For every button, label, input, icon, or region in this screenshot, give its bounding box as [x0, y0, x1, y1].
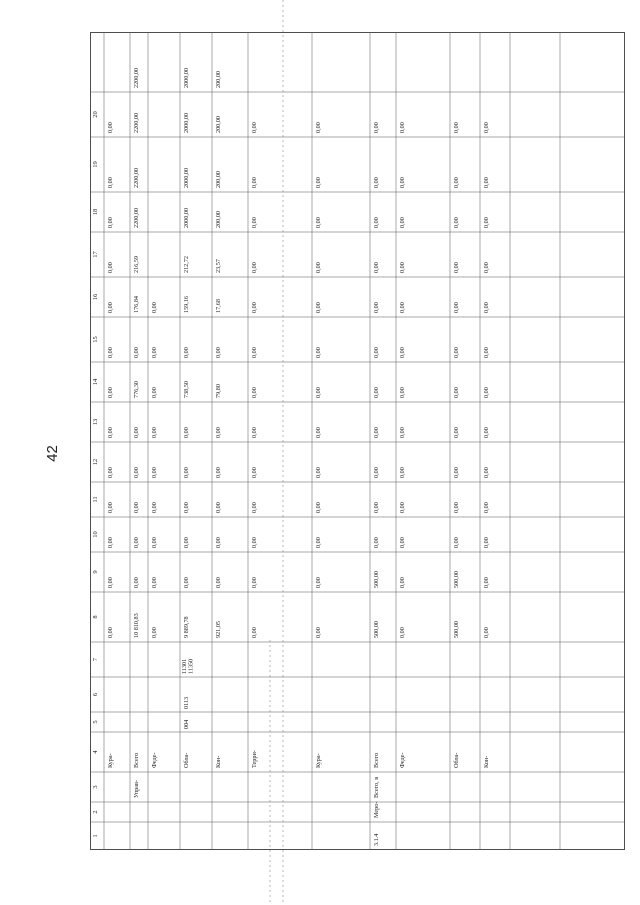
value-cell: 500,00: [453, 570, 460, 588]
value-cell: 0,00: [453, 502, 460, 513]
value-cell: 0,00: [107, 427, 114, 438]
svg-text:11350: 11350: [187, 658, 195, 674]
value-cell: 0,00: [107, 387, 114, 398]
value-cell: 0,00: [107, 122, 114, 133]
value-cell: 0,00: [151, 502, 158, 513]
value-cell: 0,00: [251, 427, 258, 438]
svg-text:Кура-: Кура-: [315, 753, 322, 768]
value-cell: 0,00: [399, 387, 406, 398]
svg-text:Меро-: Меро-: [373, 801, 380, 818]
svg-text:Обла-: Обла-: [453, 752, 460, 768]
cell-col1: [373, 834, 380, 846]
column-number: 4: [92, 750, 99, 754]
value-cell: 0,00: [251, 627, 258, 638]
value-cell: 0,00: [215, 537, 222, 548]
value-cell: 0,00: [133, 577, 140, 588]
value-cell: 216,59: [133, 255, 140, 273]
value-cell: 10 810,83: [133, 613, 140, 638]
value-cell: 0,00: [183, 467, 190, 478]
value-cell: 0,00: [373, 217, 380, 228]
value-cell: 0,00: [399, 427, 406, 438]
value-cell: 921,05: [215, 620, 222, 638]
value-cell: 0,00: [483, 217, 490, 228]
value-cell: 0,00: [399, 302, 406, 313]
value-cell: 0,00: [483, 347, 490, 358]
value-cell: 0,00: [315, 217, 322, 228]
value-cell: 0,00: [483, 387, 490, 398]
value-cell: 500,00: [373, 570, 380, 588]
value-cell: 2000,00: [183, 112, 190, 133]
svg-text:Кон-: Кон-: [215, 755, 222, 768]
value-cell: 0,00: [251, 217, 258, 228]
value-cell: 2200,00: [133, 207, 140, 228]
cell-col7: [181, 659, 195, 674]
column-number: 3: [92, 785, 99, 789]
svg-text:Всего: Всего: [133, 752, 140, 768]
value-cell: 0,00: [107, 577, 114, 588]
value-cell: 0,00: [133, 347, 140, 358]
value-cell: 0,00: [183, 502, 190, 513]
column-number: 20: [92, 111, 99, 118]
column-number: 1: [92, 834, 99, 838]
column-number: 13: [92, 418, 99, 426]
cell-col4: [133, 753, 140, 768]
value-cell: 500,00: [373, 620, 380, 638]
value-cell: 0,00: [483, 467, 490, 478]
value-cell: 9 889,78: [183, 616, 190, 638]
cell-col3: [373, 777, 380, 798]
svg-text:Всего: Всего: [373, 752, 380, 768]
value-cell: 0,00: [315, 262, 322, 273]
value-cell: 0,00: [399, 177, 406, 188]
column-number: 7: [92, 657, 99, 662]
value-cell: 0,00: [453, 537, 460, 548]
value-cell: 0,00: [373, 537, 380, 548]
value-cell: 79,80: [215, 384, 222, 398]
value-cell: 0,00: [151, 577, 158, 588]
value-cell: 0,00: [483, 577, 490, 588]
value-cell: 0,00: [251, 577, 258, 588]
cell-col4: [107, 753, 114, 768]
value-cell: 0,00: [133, 537, 140, 548]
column-number: 8: [92, 615, 99, 619]
page-number: 42: [43, 445, 61, 462]
column-number: 2: [92, 810, 99, 814]
value-cell: 200,00: [215, 70, 222, 88]
value-cell: 0,00: [151, 347, 158, 358]
value-cell: 0,00: [251, 467, 258, 478]
svg-text:Всего, в: Всего, в: [373, 776, 380, 798]
value-cell: 0,00: [315, 467, 322, 478]
value-cell: 0,00: [151, 627, 158, 638]
svg-text:Обла-: Обла-: [183, 752, 190, 768]
budget-table: [90, 32, 625, 850]
value-cell: 0,00: [315, 122, 322, 133]
value-cell: 0,00: [107, 217, 114, 228]
value-cell: 0,00: [251, 302, 258, 313]
value-cell: 0,00: [315, 577, 322, 588]
value-cell: 0,00: [215, 427, 222, 438]
svg-text:Кура-: Кура-: [107, 753, 114, 768]
value-cell: 0,00: [215, 577, 222, 588]
value-cell: 0,00: [251, 502, 258, 513]
value-cell: 776,30: [133, 380, 140, 398]
value-cell: 0,00: [399, 502, 406, 513]
column-number: 11: [92, 496, 99, 503]
cell-col4: [251, 750, 258, 768]
value-cell: 0,00: [183, 427, 190, 438]
value-cell: 200,00: [215, 210, 222, 228]
cell-col3: [133, 780, 140, 798]
cell-col4: [373, 753, 380, 768]
svg-text:004: 004: [183, 719, 190, 729]
value-cell: 0,00: [151, 302, 158, 313]
column-number: 16: [92, 293, 99, 301]
column-number: 18: [92, 208, 99, 216]
cell-col4: [315, 753, 322, 768]
value-cell: 0,00: [315, 387, 322, 398]
cell-col6: [183, 697, 190, 709]
value-cell: 0,00: [373, 387, 380, 398]
column-number: 9: [92, 570, 99, 574]
value-cell: 0,00: [483, 302, 490, 313]
column-number: 17: [92, 251, 99, 258]
value-cell: 0,00: [399, 217, 406, 228]
value-cell: 176,84: [133, 295, 140, 313]
value-cell: 0,00: [483, 122, 490, 133]
cell-col4: [399, 752, 406, 768]
value-cell: 0,00: [107, 537, 114, 548]
value-cell: 0,00: [373, 467, 380, 478]
value-cell: 0,00: [107, 262, 114, 273]
value-cell: 0,00: [107, 467, 114, 478]
cell-col5: [183, 720, 190, 729]
cell-col4: [151, 752, 158, 768]
value-cell: 0,00: [399, 467, 406, 478]
value-cell: 0,00: [453, 387, 460, 398]
value-cell: 0,00: [107, 347, 114, 358]
column-number: 10: [92, 531, 99, 538]
value-cell: 0,00: [215, 467, 222, 478]
value-cell: 0,00: [315, 347, 322, 358]
value-cell: 2000,00: [183, 207, 190, 228]
value-cell: 0,00: [315, 177, 322, 188]
svg-text:3.1.4: 3.1.4: [373, 833, 380, 846]
svg-text:Феде-: Феде-: [151, 752, 158, 768]
value-cell: 0,00: [483, 537, 490, 548]
value-cell: 0,00: [453, 427, 460, 438]
value-cell: 0,00: [373, 262, 380, 273]
svg-text:Управ-: Управ-: [133, 780, 140, 798]
value-cell: 0,00: [453, 302, 460, 313]
value-cell: 0,00: [107, 502, 114, 513]
value-cell: 0,00: [373, 347, 380, 358]
value-cell: 0,00: [483, 502, 490, 513]
value-cell: 0,00: [483, 427, 490, 438]
value-cell: 0,00: [251, 122, 258, 133]
value-cell: 0,00: [373, 502, 380, 513]
cell-col4: [453, 753, 460, 768]
value-cell: 2000,00: [183, 67, 190, 88]
value-cell: 0,00: [215, 347, 222, 358]
value-cell: 0,00: [107, 627, 114, 638]
value-cell: 0,00: [251, 347, 258, 358]
value-cell: 0,00: [151, 387, 158, 398]
svg-text:0113: 0113: [183, 696, 190, 709]
value-cell: 2000,00: [183, 167, 190, 188]
value-cell: 0,00: [315, 537, 322, 548]
column-number: 14: [92, 378, 99, 386]
value-cell: 0,00: [151, 537, 158, 548]
value-cell: 0,00: [183, 577, 190, 588]
column-number: 5: [92, 720, 99, 724]
value-cell: 0,00: [251, 262, 258, 273]
value-cell: 17,68: [215, 299, 222, 313]
value-cell: 0,00: [373, 427, 380, 438]
column-number: 12: [92, 458, 99, 466]
value-cell: 0,00: [453, 467, 460, 478]
value-cell: 0,00: [133, 467, 140, 478]
table-border: [91, 33, 625, 850]
value-cell: 0,00: [453, 347, 460, 358]
svg-text:Феде-: Феде-: [399, 752, 406, 768]
value-cell: 212,72: [183, 255, 190, 273]
value-cell: 0,00: [373, 302, 380, 313]
value-cell: 0,00: [399, 262, 406, 273]
column-number: 6: [92, 692, 99, 697]
value-cell: 0,00: [315, 627, 322, 638]
value-cell: 0,00: [399, 537, 406, 548]
value-cell: 0,00: [151, 467, 158, 478]
value-cell: 0,00: [107, 302, 114, 313]
value-cell: 200,00: [215, 115, 222, 133]
value-cell: 0,00: [133, 427, 140, 438]
value-cell: 0,00: [453, 177, 460, 188]
value-cell: 0,00: [107, 177, 114, 188]
value-cell: 2200,00: [133, 67, 140, 88]
value-cell: 0,00: [251, 177, 258, 188]
value-cell: 0,00: [483, 262, 490, 273]
value-cell: 2200,00: [133, 167, 140, 188]
column-number: 19: [92, 161, 99, 168]
value-cell: 738,50: [183, 380, 190, 398]
value-cell: 0,00: [215, 502, 222, 513]
svg-text:Кон-: Кон-: [483, 755, 490, 768]
value-cell: 0,00: [373, 122, 380, 133]
value-cell: 2200,00: [133, 112, 140, 133]
value-cell: 0,00: [399, 627, 406, 638]
value-cell: 0,00: [483, 177, 490, 188]
value-cell: 0,00: [183, 537, 190, 548]
value-cell: 0,00: [373, 177, 380, 188]
svg-text:Терри-: Терри-: [251, 750, 258, 768]
value-cell: 500,00: [453, 620, 460, 638]
value-cell: 0,00: [151, 427, 158, 438]
column-number: 15: [92, 336, 99, 343]
value-cell: 0,00: [251, 537, 258, 548]
value-cell: 23,57: [215, 259, 222, 273]
cell-col4: [483, 756, 490, 768]
value-cell: 0,00: [453, 217, 460, 228]
cell-col2: [373, 802, 380, 818]
value-cell: 0,00: [399, 122, 406, 133]
value-cell: 0,00: [315, 302, 322, 313]
value-cell: 0,00: [399, 347, 406, 358]
value-cell: 159,16: [183, 295, 190, 313]
svg-text:11301: 11301: [181, 658, 188, 674]
value-cell: 0,00: [483, 627, 490, 638]
value-cell: 200,00: [215, 170, 222, 188]
value-cell: 0,00: [315, 502, 322, 513]
value-cell: 0,00: [453, 122, 460, 133]
value-cell: 0,00: [251, 387, 258, 398]
cell-col4: [215, 756, 222, 768]
value-cell: 0,00: [133, 502, 140, 513]
cell-col4: [183, 753, 190, 768]
value-cell: 0,00: [453, 262, 460, 273]
value-cell: 0,00: [399, 577, 406, 588]
value-cell: 0,00: [315, 427, 322, 438]
value-cell: 0,00: [183, 347, 190, 358]
